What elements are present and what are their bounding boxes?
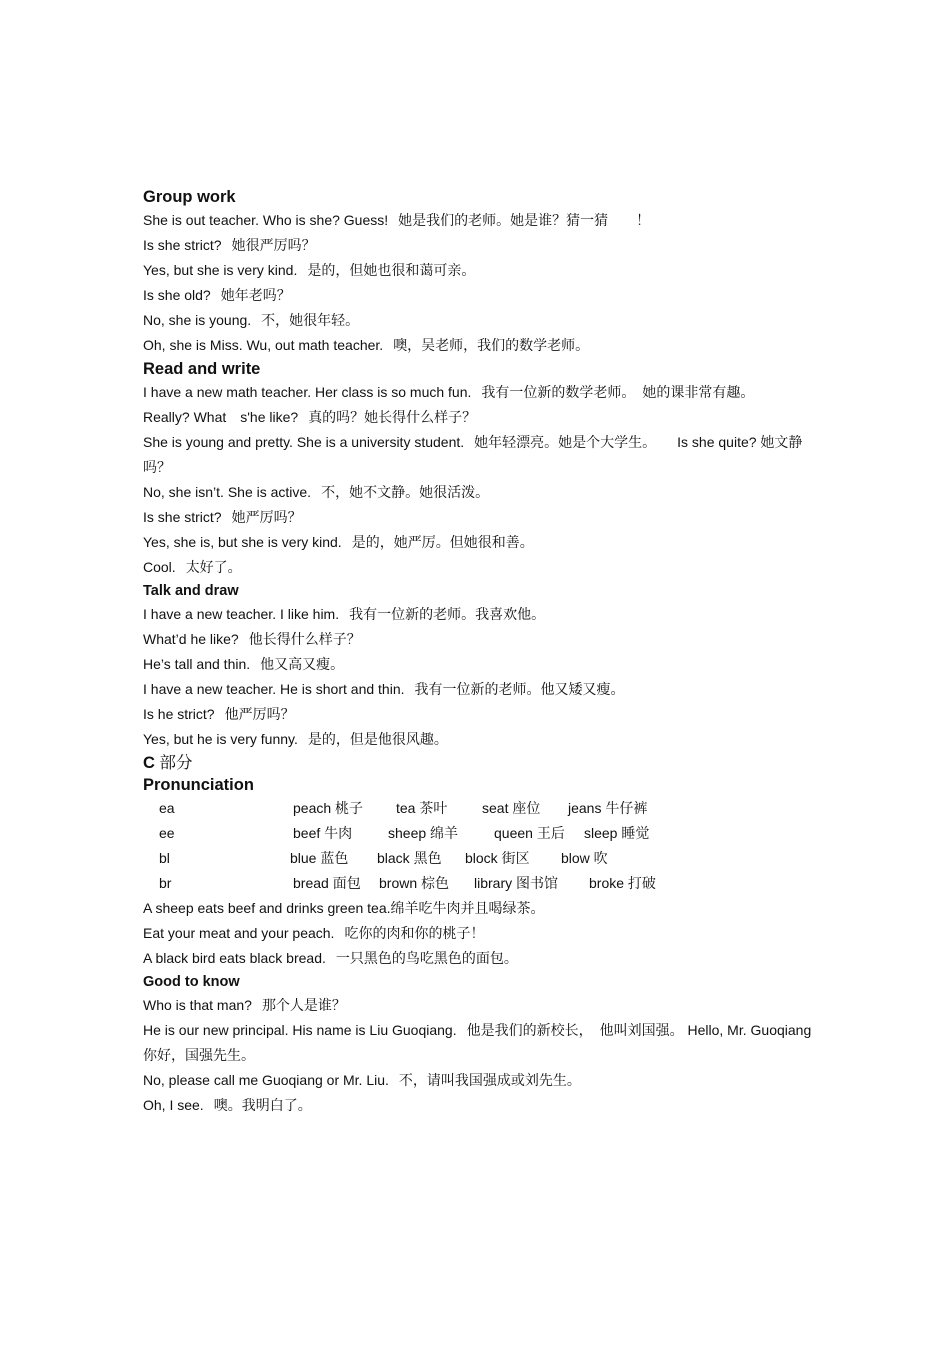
phonics-sound: bl (159, 850, 170, 866)
phonics-word: blue 蓝色 (290, 850, 349, 866)
phonics-word: seat 座位 (482, 800, 541, 816)
text-line: I have a new math teacher. Her class is so much fun. 我有一位新的数学老师。 她的课非常有趣。 (143, 384, 755, 400)
text-line: Is he strict? 他严厉吗？ (143, 706, 295, 722)
text-line: She is young and pretty. She is a university student. 她年轻漂亮。她是个大学生。 Is she quite? 她文静吗？ (143, 434, 803, 475)
text-line: Really? What s'he like? 真的吗？她长得什么样子？ (143, 409, 477, 425)
text-line: Is she strict? 她很严厉吗？ (143, 237, 316, 253)
phonics-word: sheep 绵羊 (388, 825, 459, 841)
phonics-word: brown 棕色 (379, 875, 450, 891)
phonics-word: tea 茶叶 (396, 800, 448, 816)
document-page (143, 186, 823, 1118)
phonics-word: block 街区 (465, 850, 530, 866)
phonics-word: broke 打破 (589, 875, 656, 891)
phonics-sound: br (159, 875, 172, 891)
section-heading-talk-and-draw: Talk and draw (143, 583, 239, 599)
phonics-word: peach 桃子 (293, 800, 364, 816)
text-line: No, she isn’t. She is active. 不，她不文静。她很活泼。 (143, 484, 490, 500)
pronunciation-row (143, 796, 823, 821)
text-line: I have a new teacher. He is short and thin. 我有一位新的老师。他又矮又瘦。 (143, 681, 625, 697)
phonics-word: queen 王后 (494, 825, 565, 841)
text-line: No, please call me Guoqiang or Mr. Liu. 不，请叫我国强成或刘先生。 (143, 1072, 581, 1088)
text-line: Yes, but he is very funny. 是的，但是他很风趣。 (143, 731, 448, 747)
text-line: No, she is young. 不，她很年轻。 (143, 312, 360, 328)
text-line: Yes, but she is very kind. 是的，但她也很和蔼可亲。 (143, 262, 476, 278)
text-line: A black bird eats black bread. 一只黑色的鸟吃黑色的面包。 (143, 950, 518, 966)
pronunciation-row (143, 846, 823, 871)
phonics-word: black 黑色 (377, 850, 442, 866)
phonics-word: library 图书馆 (474, 875, 559, 891)
phonics-word: bread 面包 (293, 875, 361, 891)
text-line: Is she strict? 她严厉吗？ (143, 509, 302, 525)
text-line: Yes, she is, but she is very kind. 是的，她严厉。但她很和善。 (143, 534, 534, 550)
text-line: What’d he like? 他长得什么样子？ (143, 631, 361, 647)
text-line: Oh, I see. 噢。我明白了。 (143, 1097, 312, 1113)
text-line: Who is that man? 那个人是谁？ (143, 997, 346, 1013)
text-line: She is out teacher. Who is she? Guess! 她是我们的老师。她是谁？猜一猜 ！ (143, 212, 651, 228)
text-line: Oh, she is Miss. Wu, out math teacher. 噢，吴老师，我们的数学老师。 (143, 337, 590, 353)
phonics-sound: ea (159, 800, 175, 816)
phonics-word: beef 牛肉 (293, 825, 353, 841)
phonics-word: sleep 睡觉 (584, 825, 650, 841)
text-line: A sheep eats beef and drinks green tea.绵羊吃牛肉并且喝绿茶。 (143, 900, 545, 916)
pronunciation-row (143, 821, 823, 846)
section-heading-group-work: Group work (143, 188, 236, 206)
phonics-word: blow 吹 (561, 850, 608, 866)
text-line: Eat your meat and your peach. 吃你的肉和你的桃子！ (143, 925, 485, 941)
section-heading-part-c: C 部分 (143, 754, 193, 772)
phonics-word: jeans 牛仔裤 (568, 800, 648, 816)
section-heading-good-to-know: Good to know (143, 974, 240, 990)
text-line: He is our new principal. His name is Liu Guoqiang. 他是我们的新校长， 他叫刘国强。 Hello, Mr. Guoqiang 你好，国强先生。 (143, 1022, 812, 1063)
phonics-sound: ee (159, 825, 175, 841)
text-line: Is she old? 她年老吗？ (143, 287, 291, 303)
text-line: Cool. 太好了。 (143, 559, 242, 575)
section-heading-pronunciation: Pronunciation (143, 776, 254, 794)
text-line: I have a new teacher. I like him. 我有一位新的老师。我喜欢他。 (143, 606, 546, 622)
pronunciation-row (143, 871, 823, 896)
text-line: He’s tall and thin. 他又高又瘦。 (143, 656, 345, 672)
section-heading-read-and-write: Read and write (143, 360, 261, 378)
